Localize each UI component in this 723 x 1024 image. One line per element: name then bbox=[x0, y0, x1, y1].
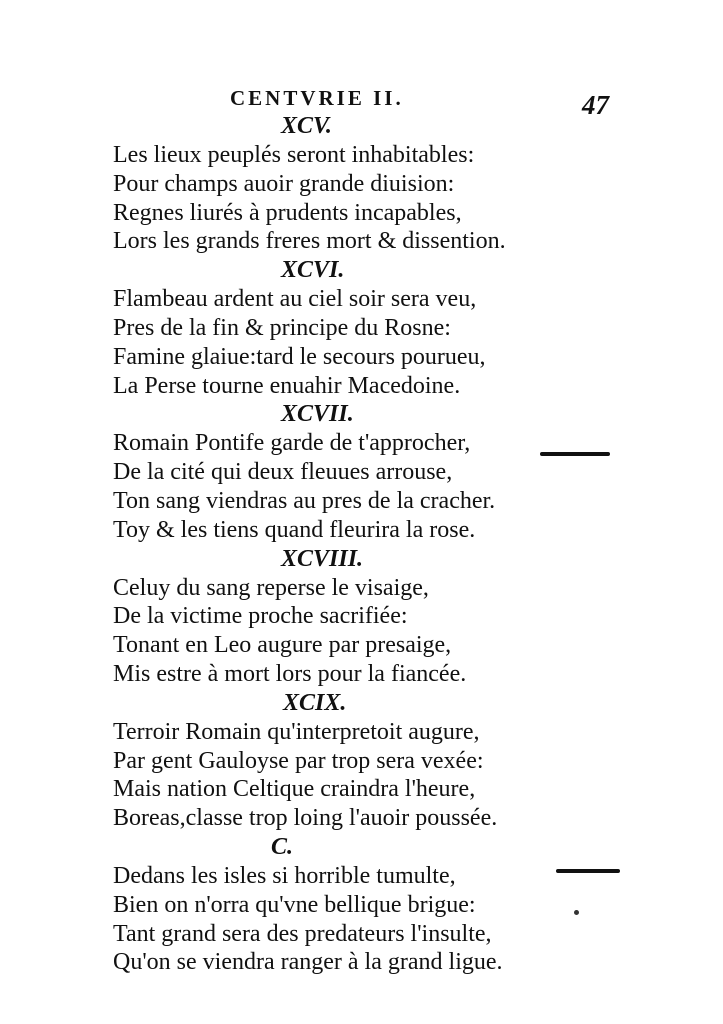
verse-line: Mais nation Celtique craindra l'heure, bbox=[113, 776, 476, 803]
verse-line: Ton sang viendras au pres de la cracher. bbox=[113, 487, 496, 514]
quatrain-95 bbox=[113, 112, 553, 256]
verse-line: De la cité qui deux fleuues arrouse, bbox=[113, 459, 453, 486]
quatrain-list bbox=[113, 112, 553, 977]
verse-line: De la victime proche sacrifiée: bbox=[113, 603, 408, 630]
quatrain-number: XCV. bbox=[281, 113, 332, 139]
verse-line: Pres de la fin & principe du Rosne: bbox=[113, 314, 451, 341]
quatrain-number: XCIX. bbox=[283, 689, 347, 716]
verse-line: Bien on n'orra qu'vne bellique brigue: bbox=[113, 891, 476, 918]
verse-line: Mis estre à mort lors pour la fiancée. bbox=[113, 660, 467, 687]
verse-line: Dedans les isles si horrible tumulte, bbox=[113, 862, 456, 889]
page-number: 47 bbox=[582, 90, 609, 120]
quatrain-96 bbox=[113, 256, 553, 400]
margin-rule bbox=[556, 869, 620, 873]
quatrain-number: XCVIII. bbox=[281, 545, 364, 572]
verse-line: Par gent Gauloyse par trop sera vexée: bbox=[113, 747, 484, 774]
margin-rule bbox=[540, 452, 610, 456]
verse-line: Tonant en Leo augure par presaige, bbox=[113, 632, 452, 659]
quatrain-number: XCVI. bbox=[281, 257, 345, 284]
verse-line: Celuy du sang reperse le visaige, bbox=[113, 574, 429, 601]
quatrain-100 bbox=[113, 833, 553, 977]
quatrain-number: XCVII. bbox=[281, 401, 354, 428]
verse-line: Terroir Romain qu'interpretoit augure, bbox=[113, 718, 480, 745]
verse-line: Qu'on se viendra ranger à la grand ligue. bbox=[113, 949, 503, 976]
verse-line: Boreas,classe trop loing l'auoir poussée. bbox=[113, 805, 498, 832]
verse-line: Toy & les tiens quand fleurira la rose. bbox=[113, 516, 476, 543]
verse-line: Les lieux peuplés seront inhabitables: bbox=[113, 142, 475, 168]
verse-line: La Perse tourne enuahir Macedoine. bbox=[113, 372, 461, 399]
verse-line: Romain Pontife garde de t'approcher, bbox=[113, 430, 471, 457]
quatrain-98 bbox=[113, 545, 553, 689]
verse-line: Lors les grands freres mort & dissention. bbox=[113, 228, 506, 255]
verse-line: Famine glaiue:tard le secours pourueu, bbox=[113, 343, 486, 370]
quatrain-number: C. bbox=[271, 833, 294, 860]
verse-line: Tant grand sera des predateurs l'insulte, bbox=[113, 920, 492, 947]
verse-line: Regnes liurés à prudents incapables, bbox=[113, 199, 462, 226]
quatrain-99 bbox=[113, 689, 553, 833]
verse-line: Pour champs auoir grande diuision: bbox=[113, 170, 455, 197]
running-head: CENTVRIE II. bbox=[230, 86, 404, 110]
verse-line: Flambeau ardent au ciel soir sera veu, bbox=[113, 286, 477, 313]
quatrain-97 bbox=[113, 400, 553, 544]
ink-speck bbox=[574, 910, 579, 915]
